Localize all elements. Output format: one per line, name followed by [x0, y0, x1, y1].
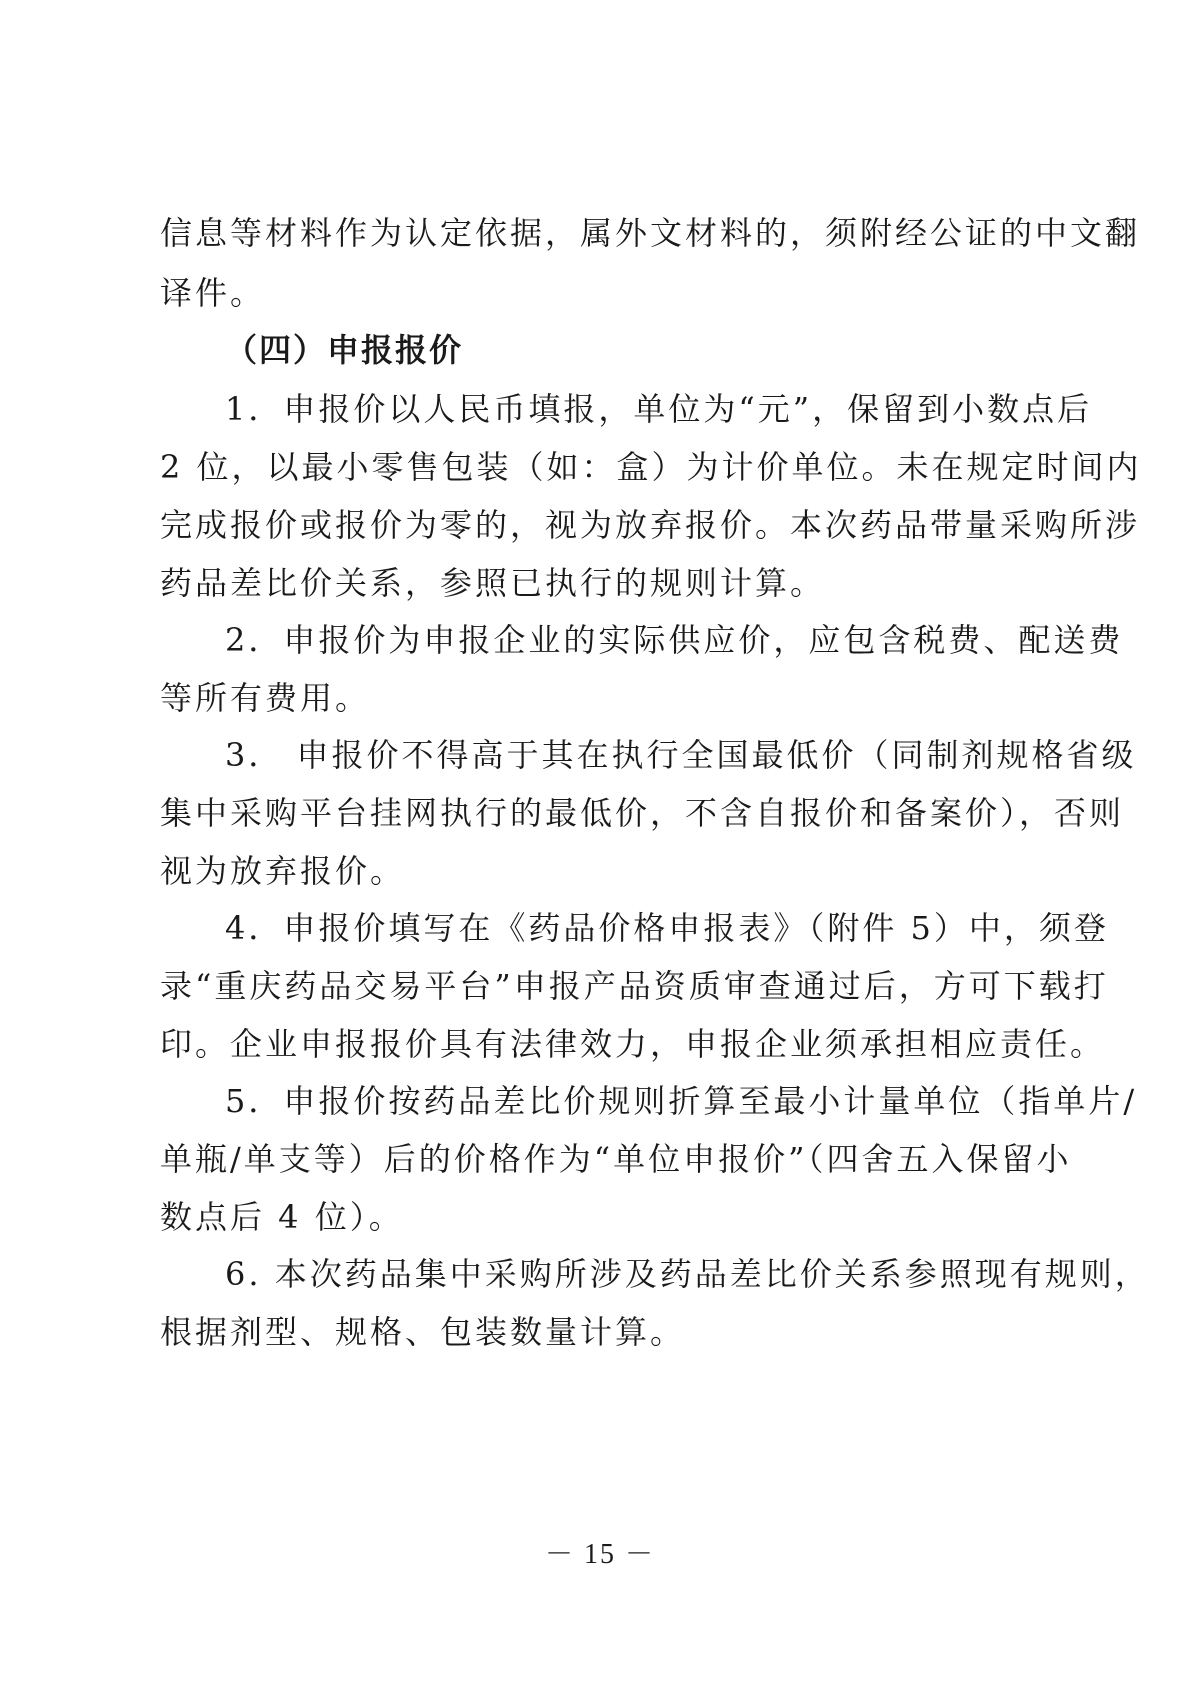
- page-number: － 15 －: [544, 1539, 655, 1570]
- paragraph-line: 视为放弃报价。: [160, 852, 406, 890]
- paragraph-line: 印。企业申报报价具有法律效力，申报企业须承担相应责任。: [160, 1025, 1106, 1063]
- paragraph-line: 录“重庆药品交易平台”申报产品资质审查通过后，方可下载打: [160, 967, 1109, 1005]
- paragraph-line: 2 位，以最小零售包装（如：盒）为计价单位。未在规定时间内: [160, 448, 1142, 486]
- paragraph-line: 1．申报价以人民币填报，单位为“元”，保留到小数点后: [225, 390, 1093, 428]
- paragraph-line: 根据剂型、规格、包装数量计算。: [160, 1313, 686, 1351]
- paragraph-line: 单瓶/单支等）后的价格作为“单位申报价”（四舍五入保留小: [160, 1140, 1072, 1178]
- paragraph-line: 药品差比价关系，参照已执行的规则计算。: [160, 564, 826, 602]
- paragraph-line: 等所有费用。: [160, 679, 371, 717]
- paragraph-line: 6. 本次药品集中采购所涉及药品差比价关系参照现有规则，: [225, 1255, 1150, 1293]
- paragraph-line: 集中采购平台挂网执行的最低价，不含自报价和备案价），否则: [160, 794, 1125, 832]
- paragraph-line: 译件。: [160, 274, 266, 312]
- paragraph-line: 信息等材料作为认定依据，属外文材料的，须附经公证的中文翻: [160, 214, 1141, 252]
- paragraph-line: 完成报价或报价为零的，视为放弃报价。本次药品带量采购所涉: [160, 506, 1141, 544]
- paragraph-line: 5．申报价按药品差比价规则折算至最小计量单位（指单片/: [225, 1082, 1138, 1120]
- paragraph-line: 3． 申报价不得高于其在执行全国最低价（同制剂规格省级: [225, 736, 1137, 774]
- paragraph-line: 2．申报价为申报企业的实际供应价，应包含税费、配送费: [225, 621, 1124, 659]
- section-heading: （四）申报报价: [225, 331, 464, 369]
- paragraph-line: 4．申报价填写在《药品价格申报表》（附件 5）中，须登: [225, 909, 1109, 947]
- paragraph-line: 数点后 4 位）。: [160, 1198, 404, 1236]
